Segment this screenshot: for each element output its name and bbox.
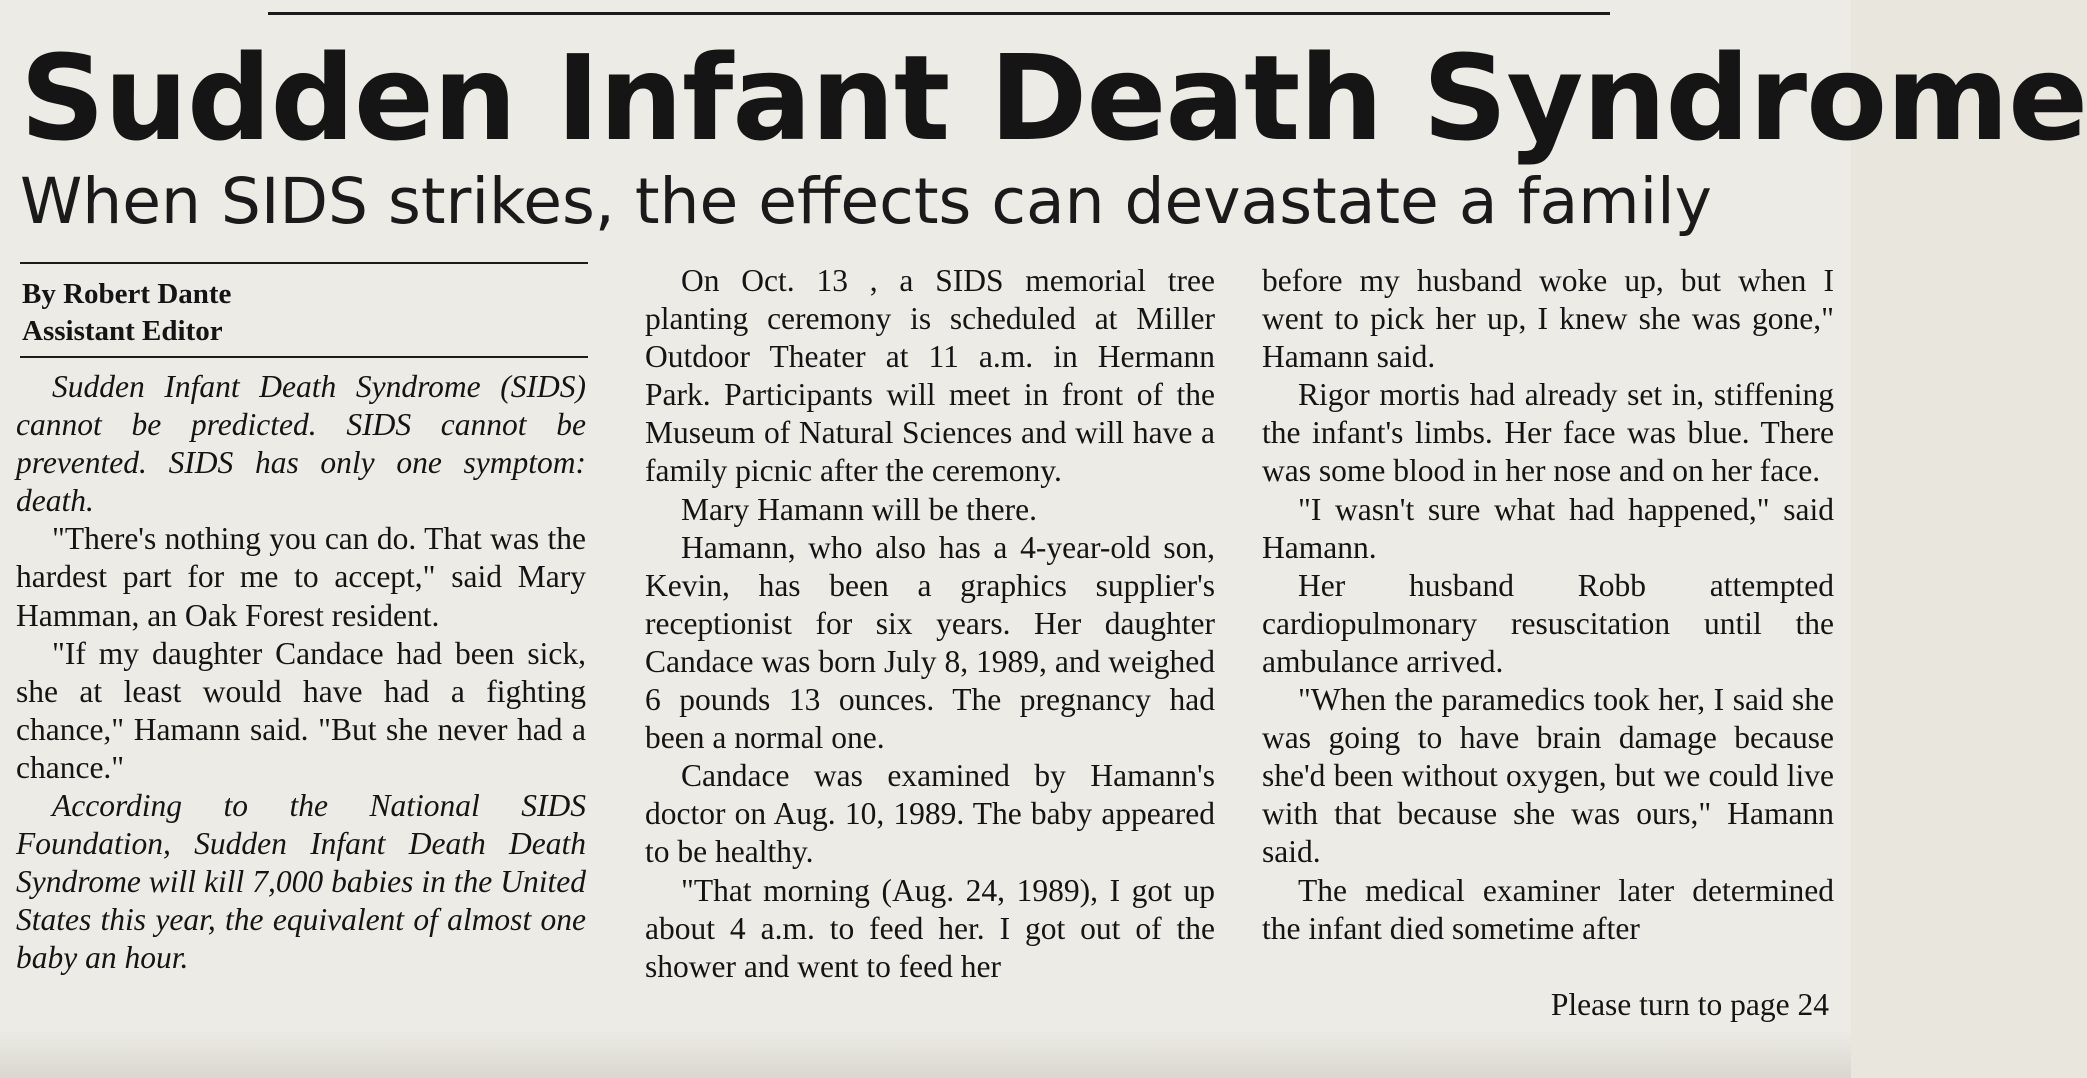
paragraph: "That morning (Aug. 24, 1989), I got up about 4 a.m. to feed her. I got out of the shower and went to feed her [645, 872, 1215, 984]
paragraph: Her husband Robb attempted cardiopulmonary resuscitation until the ambulance arrived. [1262, 567, 1834, 679]
paragraph: According to the National SIDS Foundation, Sudden Infant Death Death Syndrome will kill 7,000 babies in the United States this year, the equivalent of almost one baby an hour. [16, 788, 586, 976]
jump-line: Please turn to page 24 [1550, 987, 1829, 1022]
byline-top-rule [20, 262, 588, 264]
column-1 [16, 368, 586, 978]
column-2 [645, 262, 1215, 986]
paragraph: "When the paramedics took her, I said she was going to have brain damage because she'd been without oxygen, but we could live with that because she was ours," Hamann said. [1262, 682, 1834, 870]
paragraph: Candace was examined by Hamann's doctor on Aug. 10, 1989. The baby appeared to be healthy. [645, 758, 1215, 870]
byline-bottom-rule [20, 356, 588, 358]
paragraph: "There's nothing you can do. That was the hardest part for me to accept," said Mary Hamman, an Oak Forest resident. [16, 521, 586, 633]
paragraph: Mary Hamann will be there. [681, 491, 1038, 527]
paragraph: Rigor mortis had already set in, stiffening the infant's limbs. Her face was blue. There was some blood in her nose and on her face. [1262, 377, 1834, 489]
column-3 [1262, 262, 1834, 948]
deck-subheadline: When SIDS strikes, the effects can devastate a family [20, 165, 1712, 238]
paragraph: before my husband woke up, but when I went to pick her up, I knew she was gone," Hamann said. [1262, 263, 1834, 375]
byline-title: Assistant Editor [22, 315, 223, 347]
byline-author: By Robert Dante [22, 278, 232, 310]
paragraph: Hamann, who also has a 4-year-old son, Kevin, has been a graphics supplier's receptionist for six years. Her daughter Candace was born July 8, 1989, and weighed 6 pounds 13 ounces. The pregnancy had been a normal one. [645, 529, 1215, 756]
paragraph: The medical examiner later determined the infant died sometime after [1262, 872, 1834, 946]
top-rule [268, 12, 1610, 15]
paragraph: Sudden Infant Death Syndrome (SIDS) cannot be predicted. SIDS cannot be prevented. SIDS has only one symptom: death. [16, 369, 586, 519]
paragraph: "I wasn't sure what had happened," said Hamann. [1262, 491, 1834, 565]
bottom-edge [0, 1030, 1851, 1078]
byline [22, 276, 582, 350]
paragraph: "If my daughter Candace had been sick, she at least would have had a fighting chance," Hamann said. "But she never had a chance." [16, 635, 586, 785]
paragraph: On Oct. 13 , a SIDS memorial tree planting ceremony is scheduled at Miller Outdoor Theater at 11 a.m. in Hermann Park. Participants will meet in front of the Museum of Natural Sciences and will have a family picnic after the ceremony. [645, 263, 1215, 489]
headline: Sudden Infant Death Syndrome [20, 29, 2087, 167]
